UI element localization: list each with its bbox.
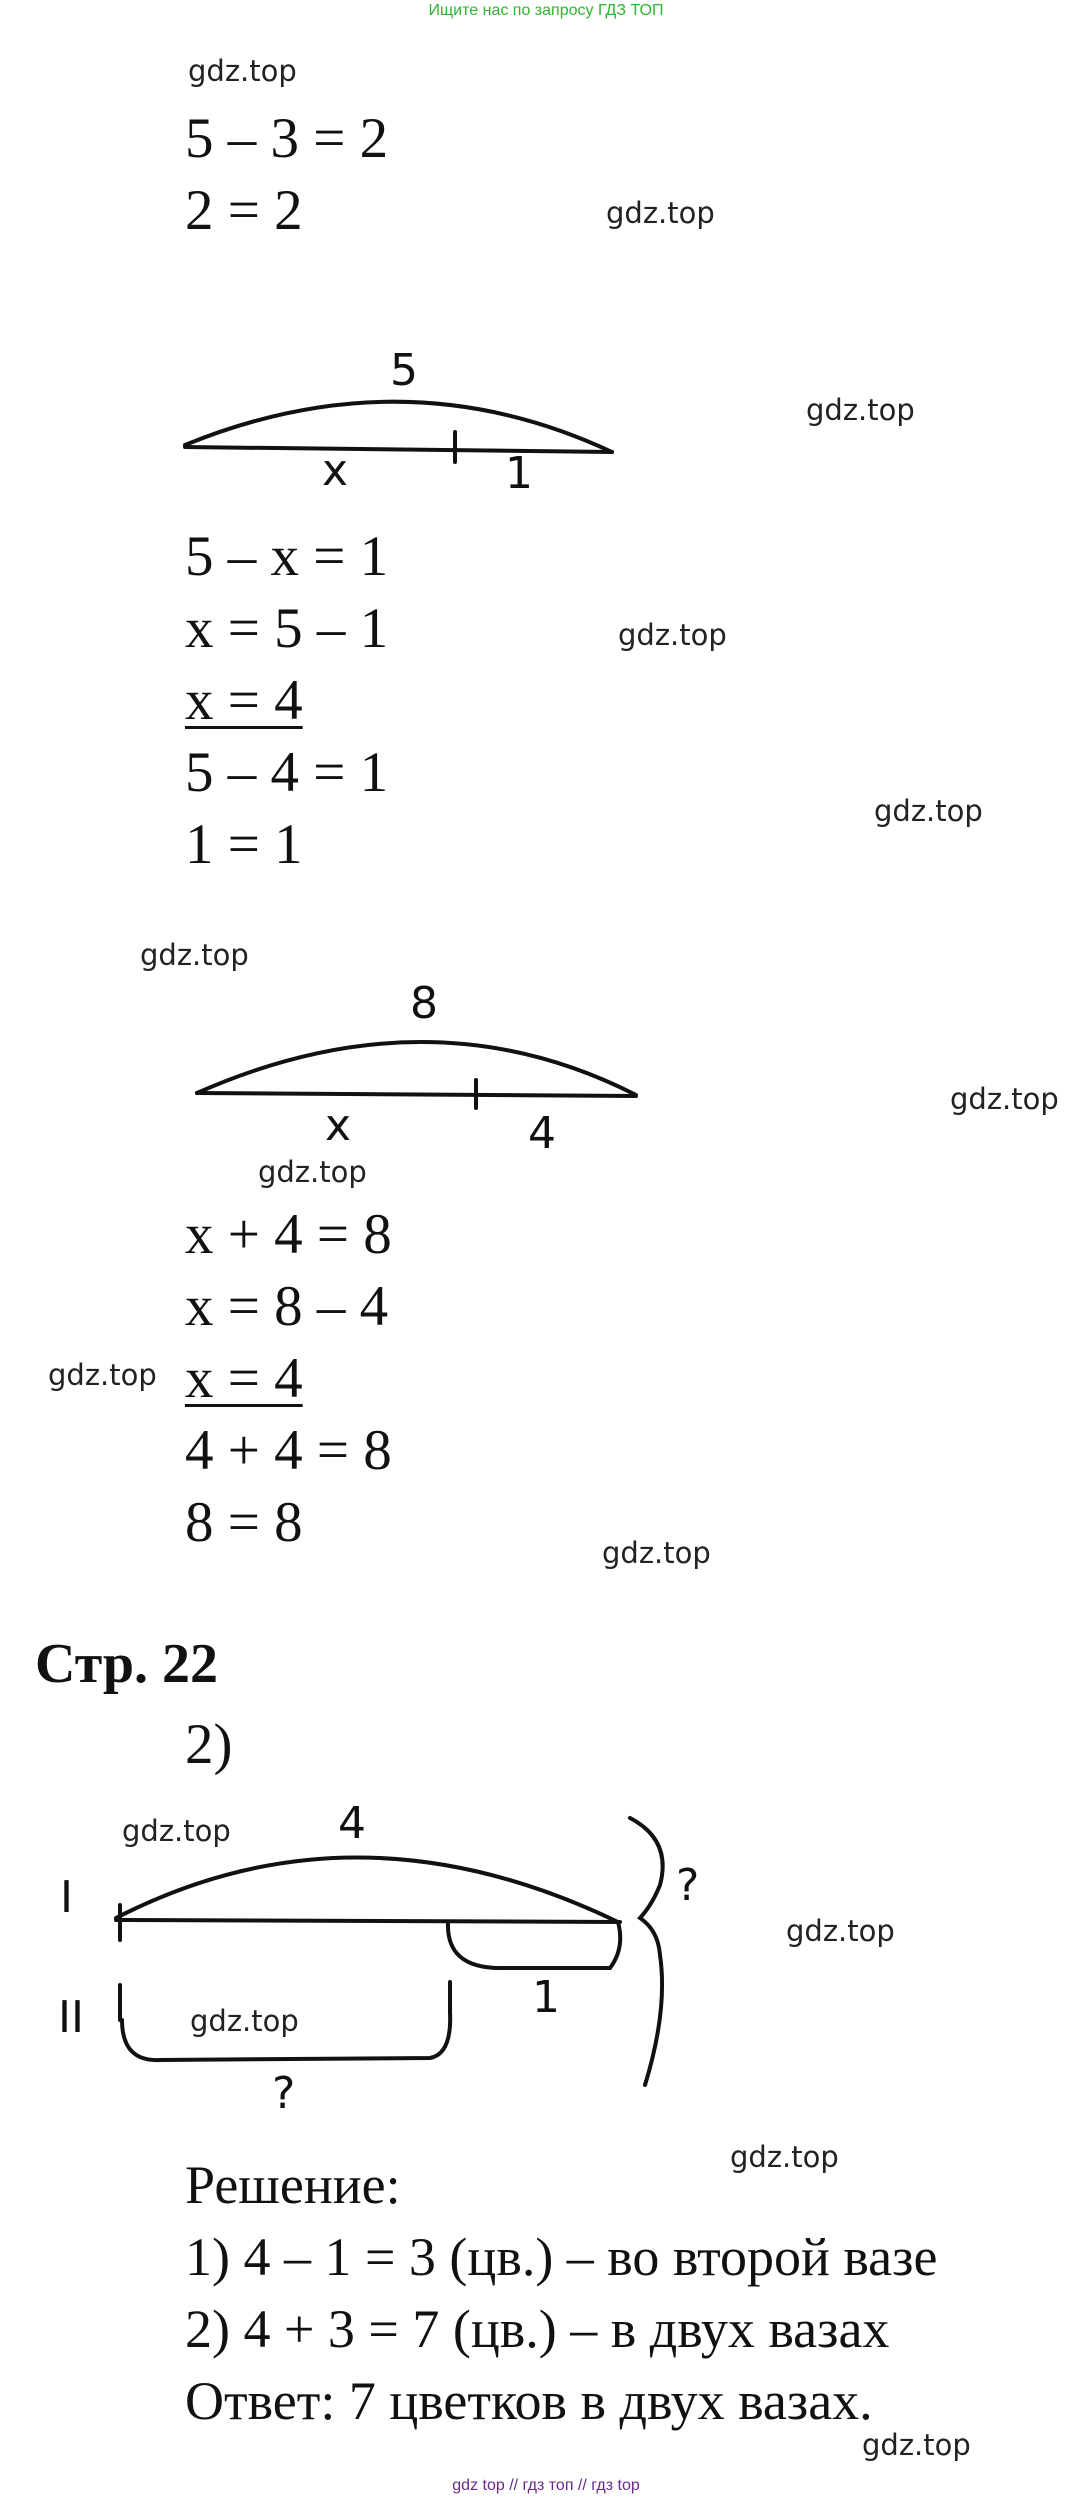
equation: 2 = 2 [185, 179, 303, 242]
watermark: gdz.top [862, 2428, 971, 2462]
equation-check: 5 – 4 = 1 [185, 741, 389, 804]
page-heading: Стр. 22 [35, 1633, 219, 1695]
equation: 5 – x = 1 [185, 525, 389, 588]
equation-check: 1 = 1 [185, 813, 303, 876]
watermark: gdz.top [950, 1082, 1059, 1116]
diagram1-arc [185, 402, 612, 452]
watermark: gdz.top [874, 794, 983, 828]
watermark: gdz.top [258, 1155, 367, 1189]
diagram3-diff-label: 1 [532, 1972, 560, 2023]
watermark: gdz.top [806, 393, 915, 427]
diagram2-right: 4 [528, 1108, 556, 1159]
diagram2-total: 8 [410, 978, 438, 1029]
watermark: gdz.top [122, 1814, 231, 1848]
equation: x = 8 – 4 [185, 1275, 389, 1338]
equation-check: 4 + 4 = 8 [185, 1419, 392, 1482]
task-number: 2) [185, 1713, 233, 1776]
equation-check: 8 = 8 [185, 1491, 303, 1554]
watermark: gdz.top [188, 54, 297, 88]
watermark: gdz.top [786, 1914, 895, 1948]
diagram2-segment [197, 1093, 636, 1096]
solution-step-2: 2) 4 + 3 = 7 (цв.) – в двух вазах [185, 2299, 890, 2359]
search-banner[interactable]: Ищите нас по запросу ГДЗ ТОП [428, 2, 664, 19]
diagram1-right: 1 [505, 448, 533, 499]
watermark: gdz.top [48, 1358, 157, 1392]
watermark: gdz.top [730, 2140, 839, 2174]
equation-result: x = 4 [185, 669, 303, 732]
watermark: gdz.top [606, 196, 715, 230]
solution-step-1: 1) 4 – 1 = 3 (цв.) – во второй вазе [185, 2227, 938, 2287]
diagram1-segment [185, 447, 612, 452]
diagram2-arc [197, 1042, 636, 1095]
watermark: gdz.top [618, 618, 727, 652]
solution-answer: Ответ: 7 цветков в двух вазах. [185, 2371, 873, 2431]
equation-result: x = 4 [185, 1347, 303, 1410]
diagram3-row1-segment [116, 1920, 620, 1922]
solution-title: Решение: [185, 2155, 401, 2215]
diagram3-top-label: 4 [338, 1798, 366, 1849]
diagram3-row2-label: II [58, 1992, 84, 2043]
equation: 5 – 3 = 2 [185, 107, 389, 170]
watermark: gdz.top [190, 2004, 299, 2038]
diagram2-left: x [325, 1100, 352, 1151]
diagram3-bottom-question: ? [272, 2068, 296, 2119]
footer-links[interactable]: gdz top // гдз топ // гдз top [452, 2477, 640, 2494]
diagram3-brace-question: ? [676, 1860, 700, 1911]
diagram3-right-brace [630, 1818, 663, 2085]
watermark: gdz.top [140, 938, 249, 972]
diagram3-top-arc [116, 1857, 618, 1922]
diagram3-diff-brace [448, 1922, 620, 1968]
diagram1-total: 5 [390, 345, 418, 396]
diagram3-row1-label: I [60, 1872, 73, 1923]
diagram3-bottom-brace [122, 2012, 450, 2060]
watermark: gdz.top [602, 1536, 711, 1570]
equation: x = 5 – 1 [185, 597, 389, 660]
equation: x + 4 = 8 [185, 1203, 392, 1266]
diagram1-left: x [322, 445, 349, 496]
